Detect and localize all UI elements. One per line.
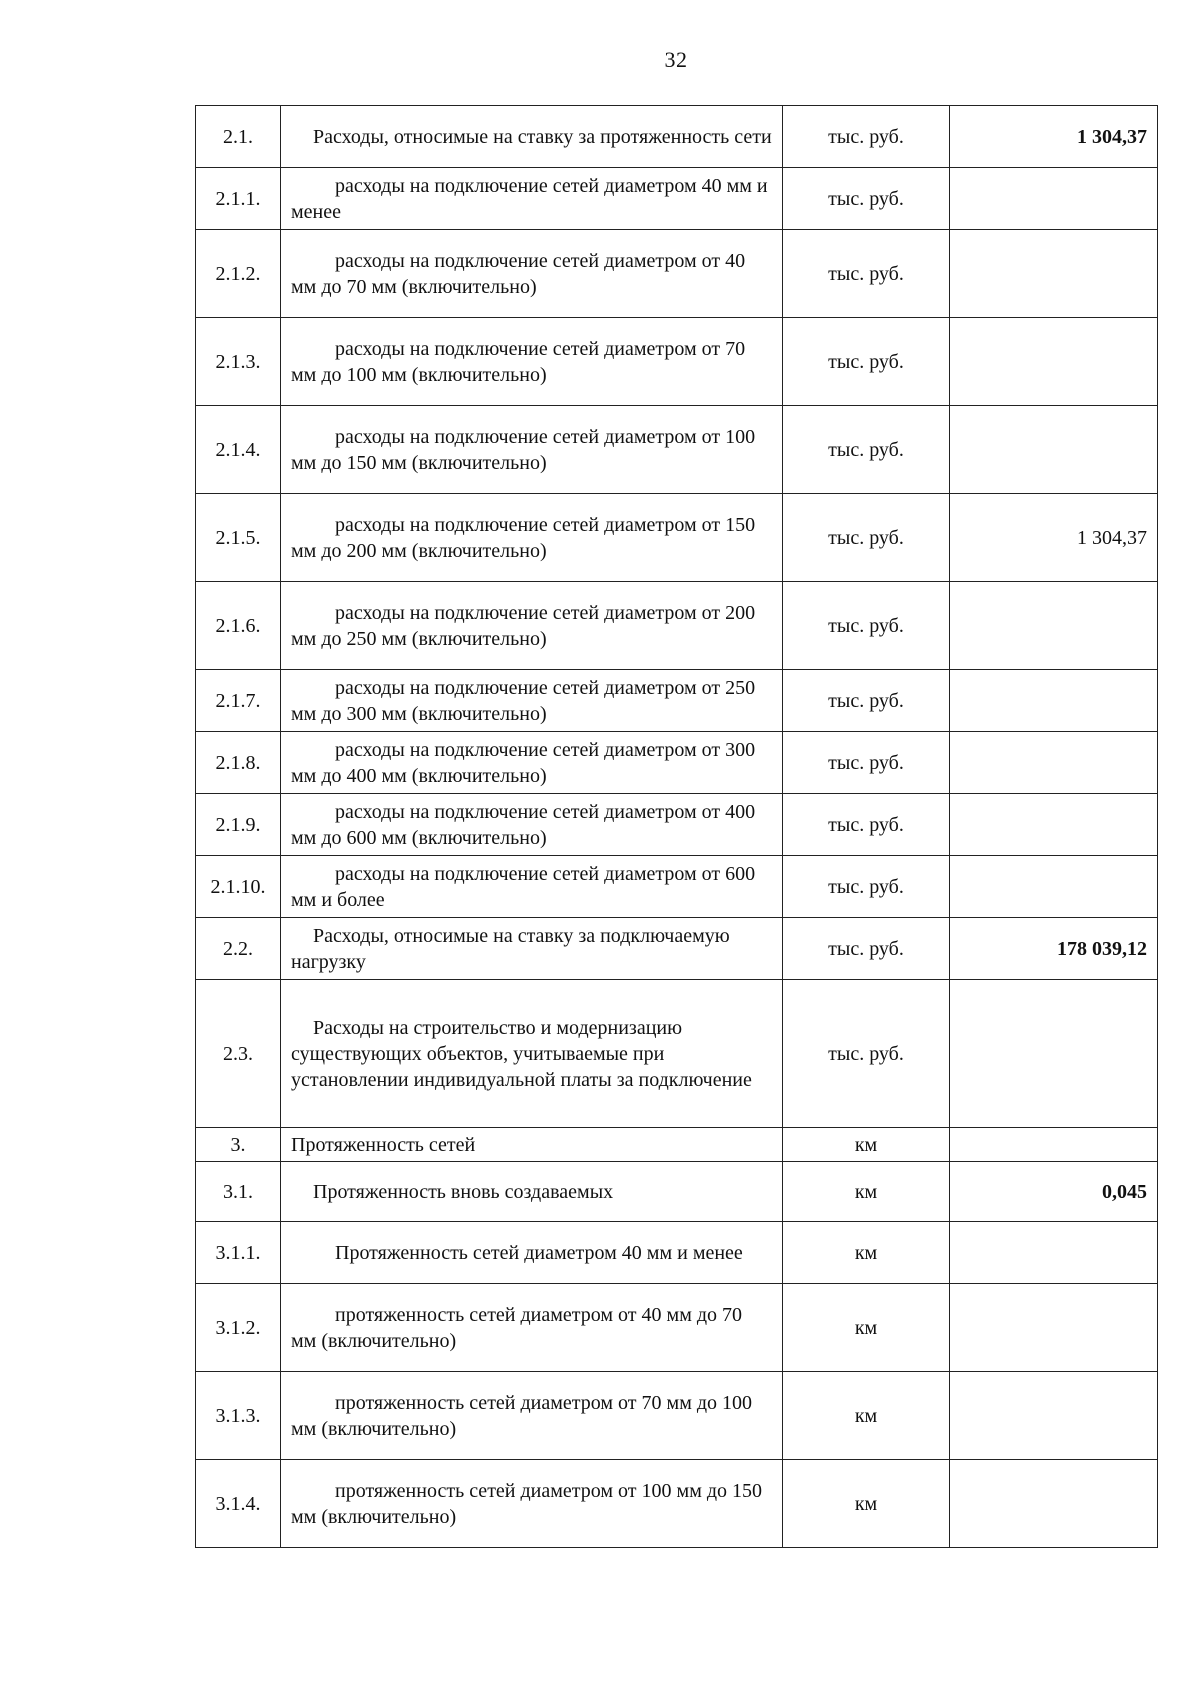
table-row [196, 230, 1158, 318]
table-row [196, 670, 1158, 732]
row-description-text: Протяженность сетей [291, 1133, 476, 1156]
row-description-text: расходы на подключение сетей диаметром от 40 мм до 70 мм (включительно) [291, 249, 746, 298]
row-value [950, 856, 1158, 918]
table-row [196, 168, 1158, 230]
row-value: 1 304,37 [950, 494, 1158, 582]
table-row [196, 106, 1158, 168]
row-unit: тыс. руб. [783, 106, 950, 168]
row-value [950, 406, 1158, 494]
row-description [281, 106, 783, 168]
row-description-text: протяженность сетей диаметром от 40 мм до 70 мм (включительно) [291, 1303, 743, 1352]
row-value [950, 582, 1158, 670]
row-value [950, 1222, 1158, 1284]
row-number: 2.1.8. [196, 732, 281, 794]
row-description [281, 980, 783, 1128]
table-row [196, 1460, 1158, 1548]
row-description [281, 406, 783, 494]
row-description [281, 1162, 783, 1222]
page-number: 32 [664, 47, 688, 72]
row-unit: тыс. руб. [783, 406, 950, 494]
row-unit: км [783, 1162, 950, 1222]
table-row [196, 494, 1158, 582]
row-description [281, 918, 783, 980]
row-number: 2.1.3. [196, 318, 281, 406]
row-description [281, 1372, 783, 1460]
row-value [950, 732, 1158, 794]
row-description-text: протяженность сетей диаметром от 100 мм до 150 мм (включительно) [291, 1479, 763, 1528]
row-description-text: расходы на подключение сетей диаметром от 400 мм до 600 мм (включительно) [291, 800, 756, 849]
row-description [281, 856, 783, 918]
row-value [950, 1372, 1158, 1460]
table-row [196, 856, 1158, 918]
table-row [196, 732, 1158, 794]
tariff-table [195, 105, 1158, 1548]
row-unit: тыс. руб. [783, 494, 950, 582]
row-number: 2.1.7. [196, 670, 281, 732]
row-description-text: расходы на подключение сетей диаметром от 70 мм до 100 мм (включительно) [291, 337, 746, 386]
row-number: 2.1.5. [196, 494, 281, 582]
table-row [196, 318, 1158, 406]
row-description [281, 794, 783, 856]
row-description-text: расходы на подключение сетей диаметром от 100 мм до 150 мм (включительно) [291, 425, 756, 474]
row-description [281, 1460, 783, 1548]
row-number: 2.1.4. [196, 406, 281, 494]
row-unit: тыс. руб. [783, 794, 950, 856]
row-value: 0,045 [950, 1162, 1158, 1222]
row-description-text: Расходы на строительство и модернизацию существующих объектов, учитываемые при установлении индивидуальной платы за подключение [291, 1016, 752, 1091]
row-description-text: Расходы, относимые на ставку за подключаемую нагрузку [291, 924, 730, 973]
table-row [196, 1162, 1158, 1222]
row-value: 1 304,37 [950, 106, 1158, 168]
row-unit: тыс. руб. [783, 168, 950, 230]
row-number: 2.1.6. [196, 582, 281, 670]
row-description-text: расходы на подключение сетей диаметром от 200 мм до 250 мм (включительно) [291, 601, 756, 650]
row-description-text: расходы на подключение сетей диаметром от 600 мм и более [291, 862, 756, 911]
row-description-text: расходы на подключение сетей диаметром от 250 мм до 300 мм (включительно) [291, 676, 756, 725]
row-value [950, 230, 1158, 318]
row-number: 2.1.1. [196, 168, 281, 230]
row-unit: тыс. руб. [783, 856, 950, 918]
row-value [950, 980, 1158, 1128]
row-number: 3. [196, 1128, 281, 1162]
table-row [196, 582, 1158, 670]
row-description [281, 1284, 783, 1372]
row-value [950, 670, 1158, 732]
row-value [950, 168, 1158, 230]
row-description [281, 1128, 783, 1162]
table-row [196, 1222, 1158, 1284]
row-unit: тыс. руб. [783, 670, 950, 732]
row-description [281, 582, 783, 670]
row-value [950, 1128, 1158, 1162]
row-description [281, 168, 783, 230]
row-number: 2.1.2. [196, 230, 281, 318]
row-number: 2.3. [196, 980, 281, 1128]
row-description [281, 494, 783, 582]
row-description-text: расходы на подключение сетей диаметром от 300 мм до 400 мм (включительно) [291, 738, 756, 787]
row-number: 2.2. [196, 918, 281, 980]
row-description-text: Расходы, относимые на ставку за протяженность сети [313, 125, 772, 148]
row-unit: тыс. руб. [783, 918, 950, 980]
row-number: 3.1.2. [196, 1284, 281, 1372]
table-row [196, 794, 1158, 856]
row-number: 3.1.4. [196, 1460, 281, 1548]
row-unit: тыс. руб. [783, 582, 950, 670]
row-value [950, 318, 1158, 406]
row-number: 3.1.1. [196, 1222, 281, 1284]
table-row [196, 1284, 1158, 1372]
row-value [950, 794, 1158, 856]
row-value [950, 1284, 1158, 1372]
row-unit: км [783, 1460, 950, 1548]
row-description [281, 732, 783, 794]
row-number: 2.1. [196, 106, 281, 168]
row-description [281, 318, 783, 406]
row-description-text: расходы на подключение сетей диаметром от 150 мм до 200 мм (включительно) [291, 513, 756, 562]
table-row [196, 980, 1158, 1128]
row-description-text: Протяженность сетей диаметром 40 мм и менее [335, 1241, 743, 1264]
row-number: 3.1. [196, 1162, 281, 1222]
table-body [196, 106, 1158, 1548]
row-description [281, 1222, 783, 1284]
row-number: 2.1.9. [196, 794, 281, 856]
row-number: 3.1.3. [196, 1372, 281, 1460]
row-unit: тыс. руб. [783, 318, 950, 406]
table-row [196, 918, 1158, 980]
table-row [196, 1372, 1158, 1460]
row-value [950, 1460, 1158, 1548]
row-unit: км [783, 1284, 950, 1372]
row-unit: км [783, 1372, 950, 1460]
row-unit: тыс. руб. [783, 980, 950, 1128]
table-row [196, 1128, 1158, 1162]
row-number: 2.1.10. [196, 856, 281, 918]
row-description-text: расходы на подключение сетей диаметром 40 мм и менее [291, 174, 768, 223]
row-unit: тыс. руб. [783, 230, 950, 318]
table-row [196, 406, 1158, 494]
row-value: 178 039,12 [950, 918, 1158, 980]
row-description-text: Протяженность вновь создаваемых [313, 1180, 614, 1203]
row-unit: км [783, 1128, 950, 1162]
row-unit: км [783, 1222, 950, 1284]
row-description [281, 670, 783, 732]
row-description [281, 230, 783, 318]
row-description-text: протяженность сетей диаметром от 70 мм до 100 мм (включительно) [291, 1391, 753, 1440]
row-unit: тыс. руб. [783, 732, 950, 794]
